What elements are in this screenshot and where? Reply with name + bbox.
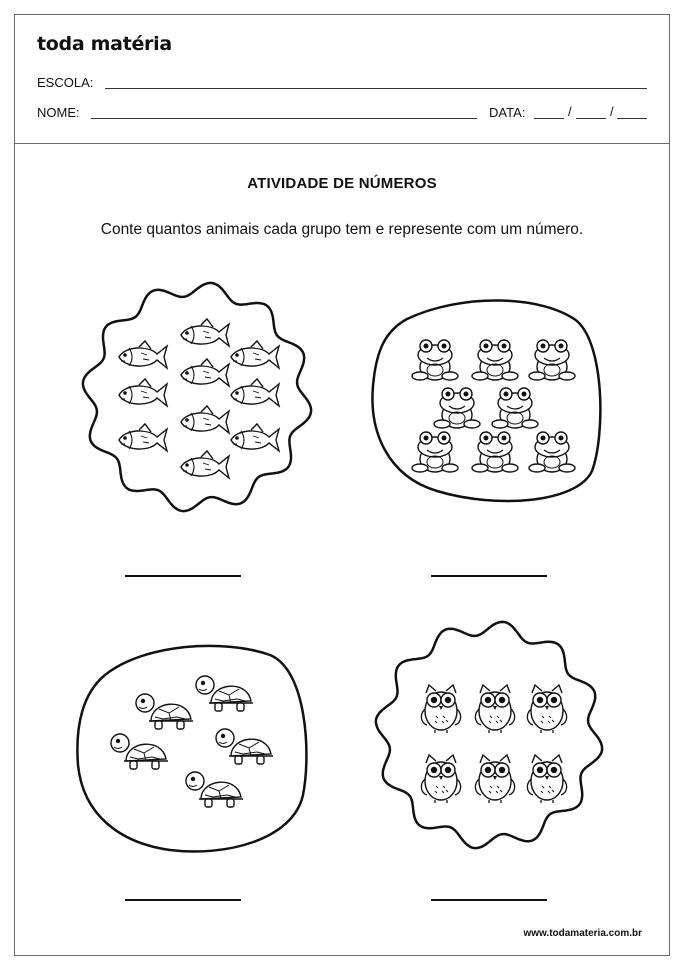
name-field[interactable] (91, 118, 477, 119)
school-field[interactable] (105, 88, 647, 89)
activity-instruction: Conte quantos animais cada grupo tem e represente com um número. (100, 221, 584, 238)
answer-line-fish[interactable] (125, 575, 241, 577)
date-label: DATA: (489, 105, 526, 120)
date-separator: / (568, 104, 572, 119)
fish-group (77, 277, 317, 517)
worksheet (14, 14, 670, 956)
name-label: NOME: (37, 105, 80, 120)
turtle-group (75, 635, 315, 860)
footer-url: www.todamateria.com.br (523, 928, 642, 939)
date-day-field[interactable] (534, 118, 564, 119)
answer-line-turtles[interactable] (125, 899, 241, 901)
wavy-blob-outline (376, 622, 602, 848)
frog-group (367, 291, 607, 511)
answer-line-frogs[interactable] (431, 575, 547, 577)
date-separator: / (610, 104, 614, 119)
worksheet-header (15, 15, 669, 144)
school-label: ESCOLA: (37, 75, 94, 90)
answer-line-owls[interactable] (431, 899, 547, 901)
activity-title: ATIVIDADE DE NÚMEROS (247, 175, 437, 192)
date-year-field[interactable] (617, 118, 647, 119)
owl-group (369, 617, 609, 853)
blob-outline (77, 646, 306, 852)
date-month-field[interactable] (576, 118, 606, 119)
brand-logo: toda matéria (37, 33, 172, 55)
